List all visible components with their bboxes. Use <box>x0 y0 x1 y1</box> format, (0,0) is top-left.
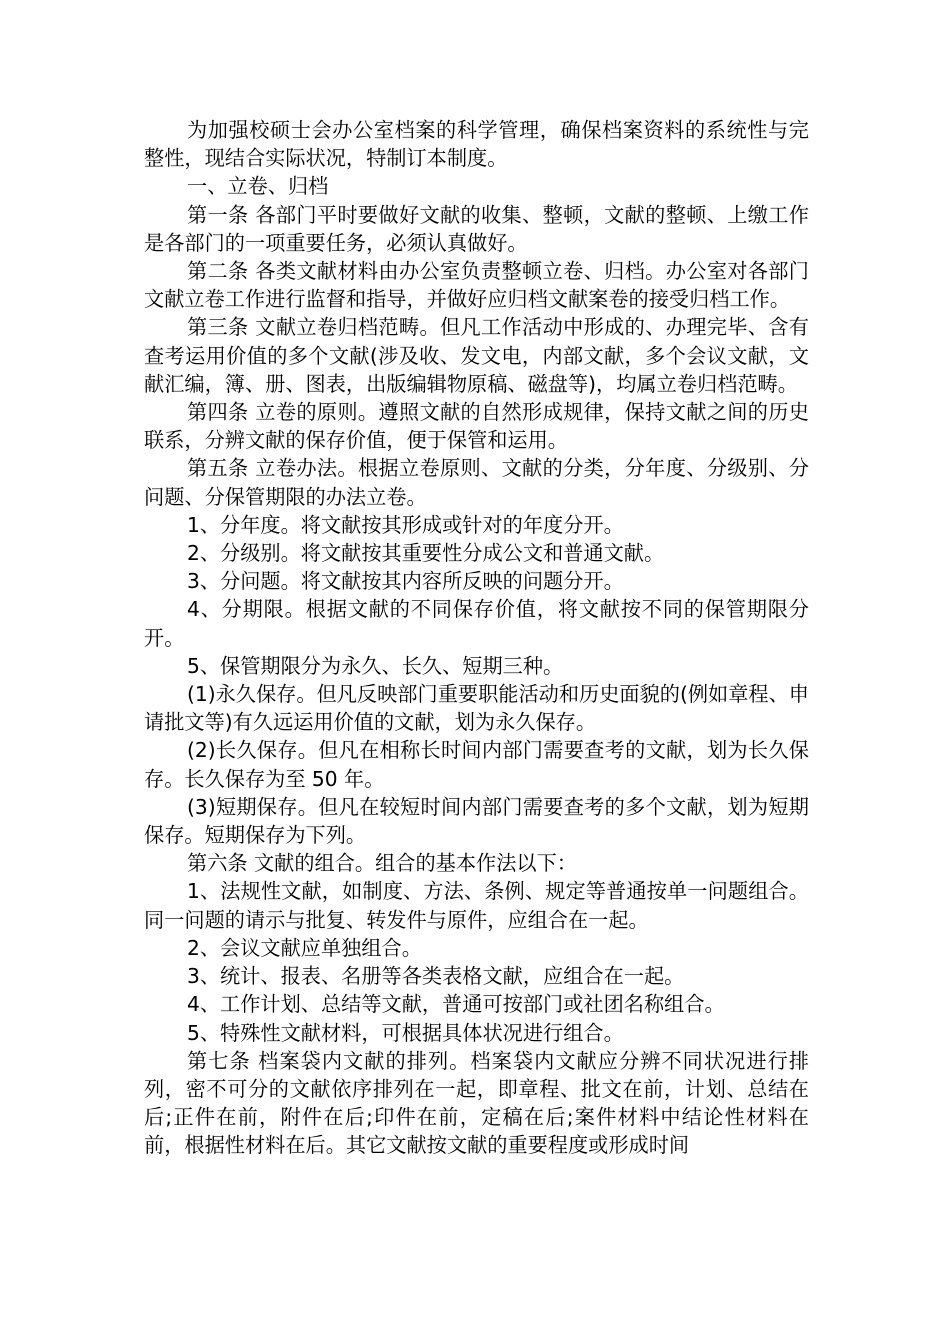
article-5-item-1: 1、分年度。将文献按其形成或针对的年度分开。 <box>187 512 624 537</box>
retention-long-term: (2)长久保存。但凡在相称长时间内部门需要查考的文献，划为长久保存。长久保存为至 50 年。 <box>144 738 809 791</box>
article-6: 第六条 文献的组合。组合的基本作法以下： <box>187 851 577 876</box>
article-5-item-5: 5、保管期限分为永久、长久、短期三种。 <box>187 653 564 678</box>
article-3: 第三条 文献立卷归档范畴。但凡工作活动中形成的、办理完毕、含有查考运用价值的多个文献(涉及收、发文电，内部文献，多个会议文献，文献汇编，簿、册、图表，出版编辑物原稿、磁盘等)，均属立卷归档范畴。 <box>144 315 809 396</box>
article-4: 第四条 立卷的原则。遵照文献的自然形成规律，保持文献之间的历史联系，分辨文献的保存价值，便于保管和运用。 <box>144 400 809 453</box>
article-1: 第一条 各部门平时要做好文献的收集、整顿，文献的整顿、上缴工作是各部门的一项重要任务，必须认真做好。 <box>144 202 809 255</box>
article-2: 第二条 各类文献材料由办公室负责整顿立卷、归档。办公室对各部门文献立卷工作进行监督和指导，并做好应归档文献案卷的接受归档工作。 <box>144 259 809 312</box>
article-6-item-4: 4、工作计划、总结等文献，普通可按部门或社团名称组合。 <box>187 992 725 1017</box>
section-heading: 一、立卷、归档 <box>187 174 329 199</box>
retention-permanent: (1)永久保存。但凡反映部门重要职能活动和历史面貌的(例如章程、申请批文等)有久远运用价值的文献，划为永久保存。 <box>144 682 809 735</box>
article-5: 第五条 立卷办法。根据立卷原则、文献的分类，分年度、分级别、分问题、分保管期限的办法立卷。 <box>144 456 809 509</box>
article-7: 第七条 档案袋内文献的排列。档案袋内文献应分辨不同状况进行排列，密不可分的文献依序排列在一起，即章程、批文在前，计划、总结在后;正件在前，附件在后;印件在前，定稿在后;案件材料中结论性材料在前，根据性材料在后。其它文献按文献的重要程度或形成时间 <box>144 1048 809 1158</box>
article-5-item-3: 3、分问题。将文献按其内容所反映的问题分开。 <box>187 569 624 594</box>
article-6-item-3: 3、统计、报表、名册等各类表格文献，应组合在一起。 <box>187 964 685 989</box>
document-page <box>144 116 809 1160</box>
article-5-item-4: 4、分期限。根据文献的不同保存价值，将文献按不同的保管期限分开。 <box>144 597 809 650</box>
article-6-item-2: 2、会议文献应单独组合。 <box>187 935 422 960</box>
article-6-item-5: 5、特殊性文献材料，可根据具体状况进行组合。 <box>187 1020 624 1045</box>
article-6-item-1: 1、法规性文献，如制度、方法、条例、规定等普通按单一问题组合。同一问题的请示与批复、转发件与原件，应组合在一起。 <box>144 879 809 932</box>
retention-short-term: (3)短期保存。但凡在较短时间内部门需要查考的多个文献，划为短期保存。短期保存为下列。 <box>144 794 809 848</box>
article-5-item-2: 2、分级别。将文献按其重要性分成公文和普通文献。 <box>187 541 665 566</box>
intro-paragraph: 为加强校硕士会办公室档案的科学管理，确保档案资料的系统性与完整性，现结合实际状况，特制订本制度。 <box>144 118 809 171</box>
